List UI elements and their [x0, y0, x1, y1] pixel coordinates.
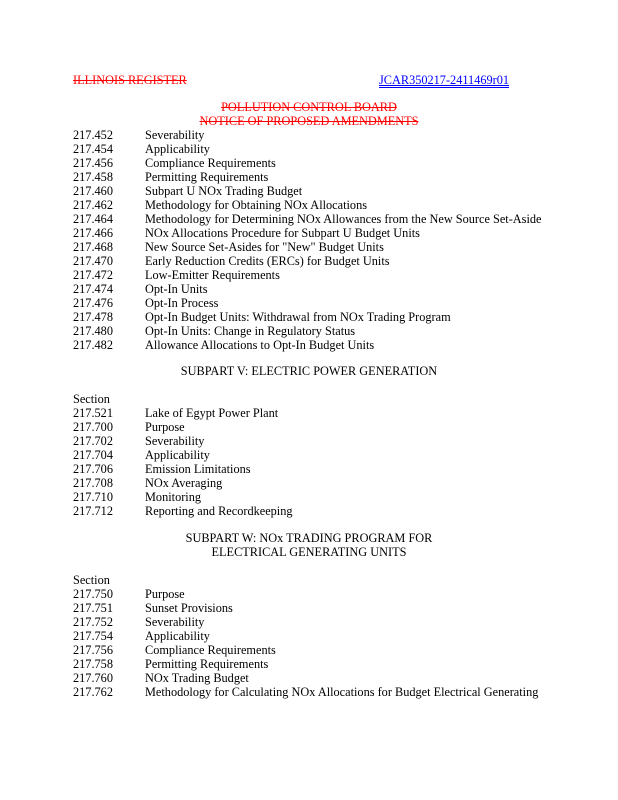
- section-title: Opt-In Process: [145, 296, 219, 310]
- section-number: 217.760: [73, 671, 113, 685]
- subpart-w-heading-line2: ELECTRICAL GENERATING UNITS: [211, 545, 407, 559]
- section-number: 217.762: [73, 685, 113, 699]
- section-title: NOx Trading Budget: [145, 671, 249, 685]
- section-title: Reporting and Recordkeeping: [145, 504, 293, 518]
- section-title: Purpose: [145, 420, 185, 434]
- section-number: 217.466: [73, 226, 113, 240]
- section-number: 217.710: [73, 490, 113, 504]
- section-title: Monitoring: [145, 490, 202, 504]
- section-title: Compliance Requirements: [145, 156, 276, 170]
- section-number: 217.482: [73, 338, 113, 352]
- section-number: 217.521: [73, 406, 113, 420]
- section-title: Applicability: [145, 629, 210, 643]
- section-number: 217.754: [73, 629, 113, 643]
- section-number: 217.704: [73, 448, 113, 462]
- section-title: Methodology for Calculating NOx Allocations for Budget Electrical Generating: [145, 685, 539, 699]
- section-title: Lake of Egypt Power Plant: [145, 406, 279, 420]
- section-title: Permitting Requirements: [145, 170, 269, 184]
- register-header: ILLINOIS REGISTER: [73, 73, 187, 87]
- section-number: 217.480: [73, 324, 113, 338]
- section-title: NOx Averaging: [145, 476, 223, 490]
- section-title: Opt-In Units: [145, 282, 208, 296]
- section-number: 217.452: [73, 128, 113, 142]
- section-title: New Source Set-Asides for "New" Budget Units: [145, 240, 384, 254]
- section-number: 217.464: [73, 212, 113, 226]
- section-title: Allowance Allocations to Opt-In Budget Units: [145, 338, 375, 352]
- section-number: 217.752: [73, 615, 113, 629]
- section-number: 217.468: [73, 240, 113, 254]
- section-title: Severability: [145, 434, 205, 448]
- section-number: 217.478: [73, 310, 113, 324]
- section-title: Applicability: [145, 142, 210, 156]
- section-number: 217.476: [73, 296, 113, 310]
- section-label: Section: [73, 573, 110, 587]
- section-number: 217.474: [73, 282, 113, 296]
- section-number: 217.751: [73, 601, 113, 615]
- section-number: 217.758: [73, 657, 113, 671]
- section-title: Applicability: [145, 448, 210, 462]
- section-title: Severability: [145, 128, 205, 142]
- section-number: 217.472: [73, 268, 113, 282]
- subpart-w-heading-line1: SUBPART W: NOx TRADING PROGRAM FOR: [185, 531, 433, 545]
- section-title: Emission Limitations: [145, 462, 251, 476]
- section-number: 217.458: [73, 170, 113, 184]
- subpart-v-heading: SUBPART V: ELECTRIC POWER GENERATION: [180, 364, 438, 378]
- section-title: Methodology for Determining NOx Allowances from the New Source Set-Aside: [145, 212, 542, 226]
- section-title: Severability: [145, 615, 205, 629]
- section-title: Opt-In Budget Units: Withdrawal from NOx Trading Program: [145, 310, 451, 324]
- section-label: Section: [73, 392, 110, 406]
- section-title: Sunset Provisions: [145, 601, 233, 615]
- section-title: Subpart U NOx Trading Budget: [145, 184, 303, 198]
- section-number: 217.712: [73, 504, 113, 518]
- section-number: 217.470: [73, 254, 113, 268]
- notice-title: NOTICE OF PROPOSED AMENDMENTS: [199, 114, 419, 128]
- section-title: Opt-In Units: Change in Regulatory Status: [145, 324, 356, 338]
- section-title: NOx Allocations Procedure for Subpart U Budget Units: [145, 226, 420, 240]
- section-title: Purpose: [145, 587, 185, 601]
- section-number: 217.454: [73, 142, 113, 156]
- section-number: 217.456: [73, 156, 113, 170]
- section-title: Low-Emitter Requirements: [145, 268, 280, 282]
- section-title: Permitting Requirements: [145, 657, 269, 671]
- section-number: 217.750: [73, 587, 113, 601]
- section-number: 217.460: [73, 184, 113, 198]
- section-number: 217.700: [73, 420, 113, 434]
- section-title: Compliance Requirements: [145, 643, 276, 657]
- section-title: Methodology for Obtaining NOx Allocations: [145, 198, 368, 212]
- section-number: 217.756: [73, 643, 113, 657]
- section-number: 217.708: [73, 476, 113, 490]
- section-title: Early Reduction Credits (ERCs) for Budget Units: [145, 254, 390, 268]
- section-number: 217.462: [73, 198, 113, 212]
- agency-title: POLLUTION CONTROL BOARD: [221, 100, 397, 114]
- section-number: 217.702: [73, 434, 113, 448]
- jcar-reference-link[interactable]: JCAR350217-2411469r01: [379, 73, 510, 87]
- section-number: 217.706: [73, 462, 113, 476]
